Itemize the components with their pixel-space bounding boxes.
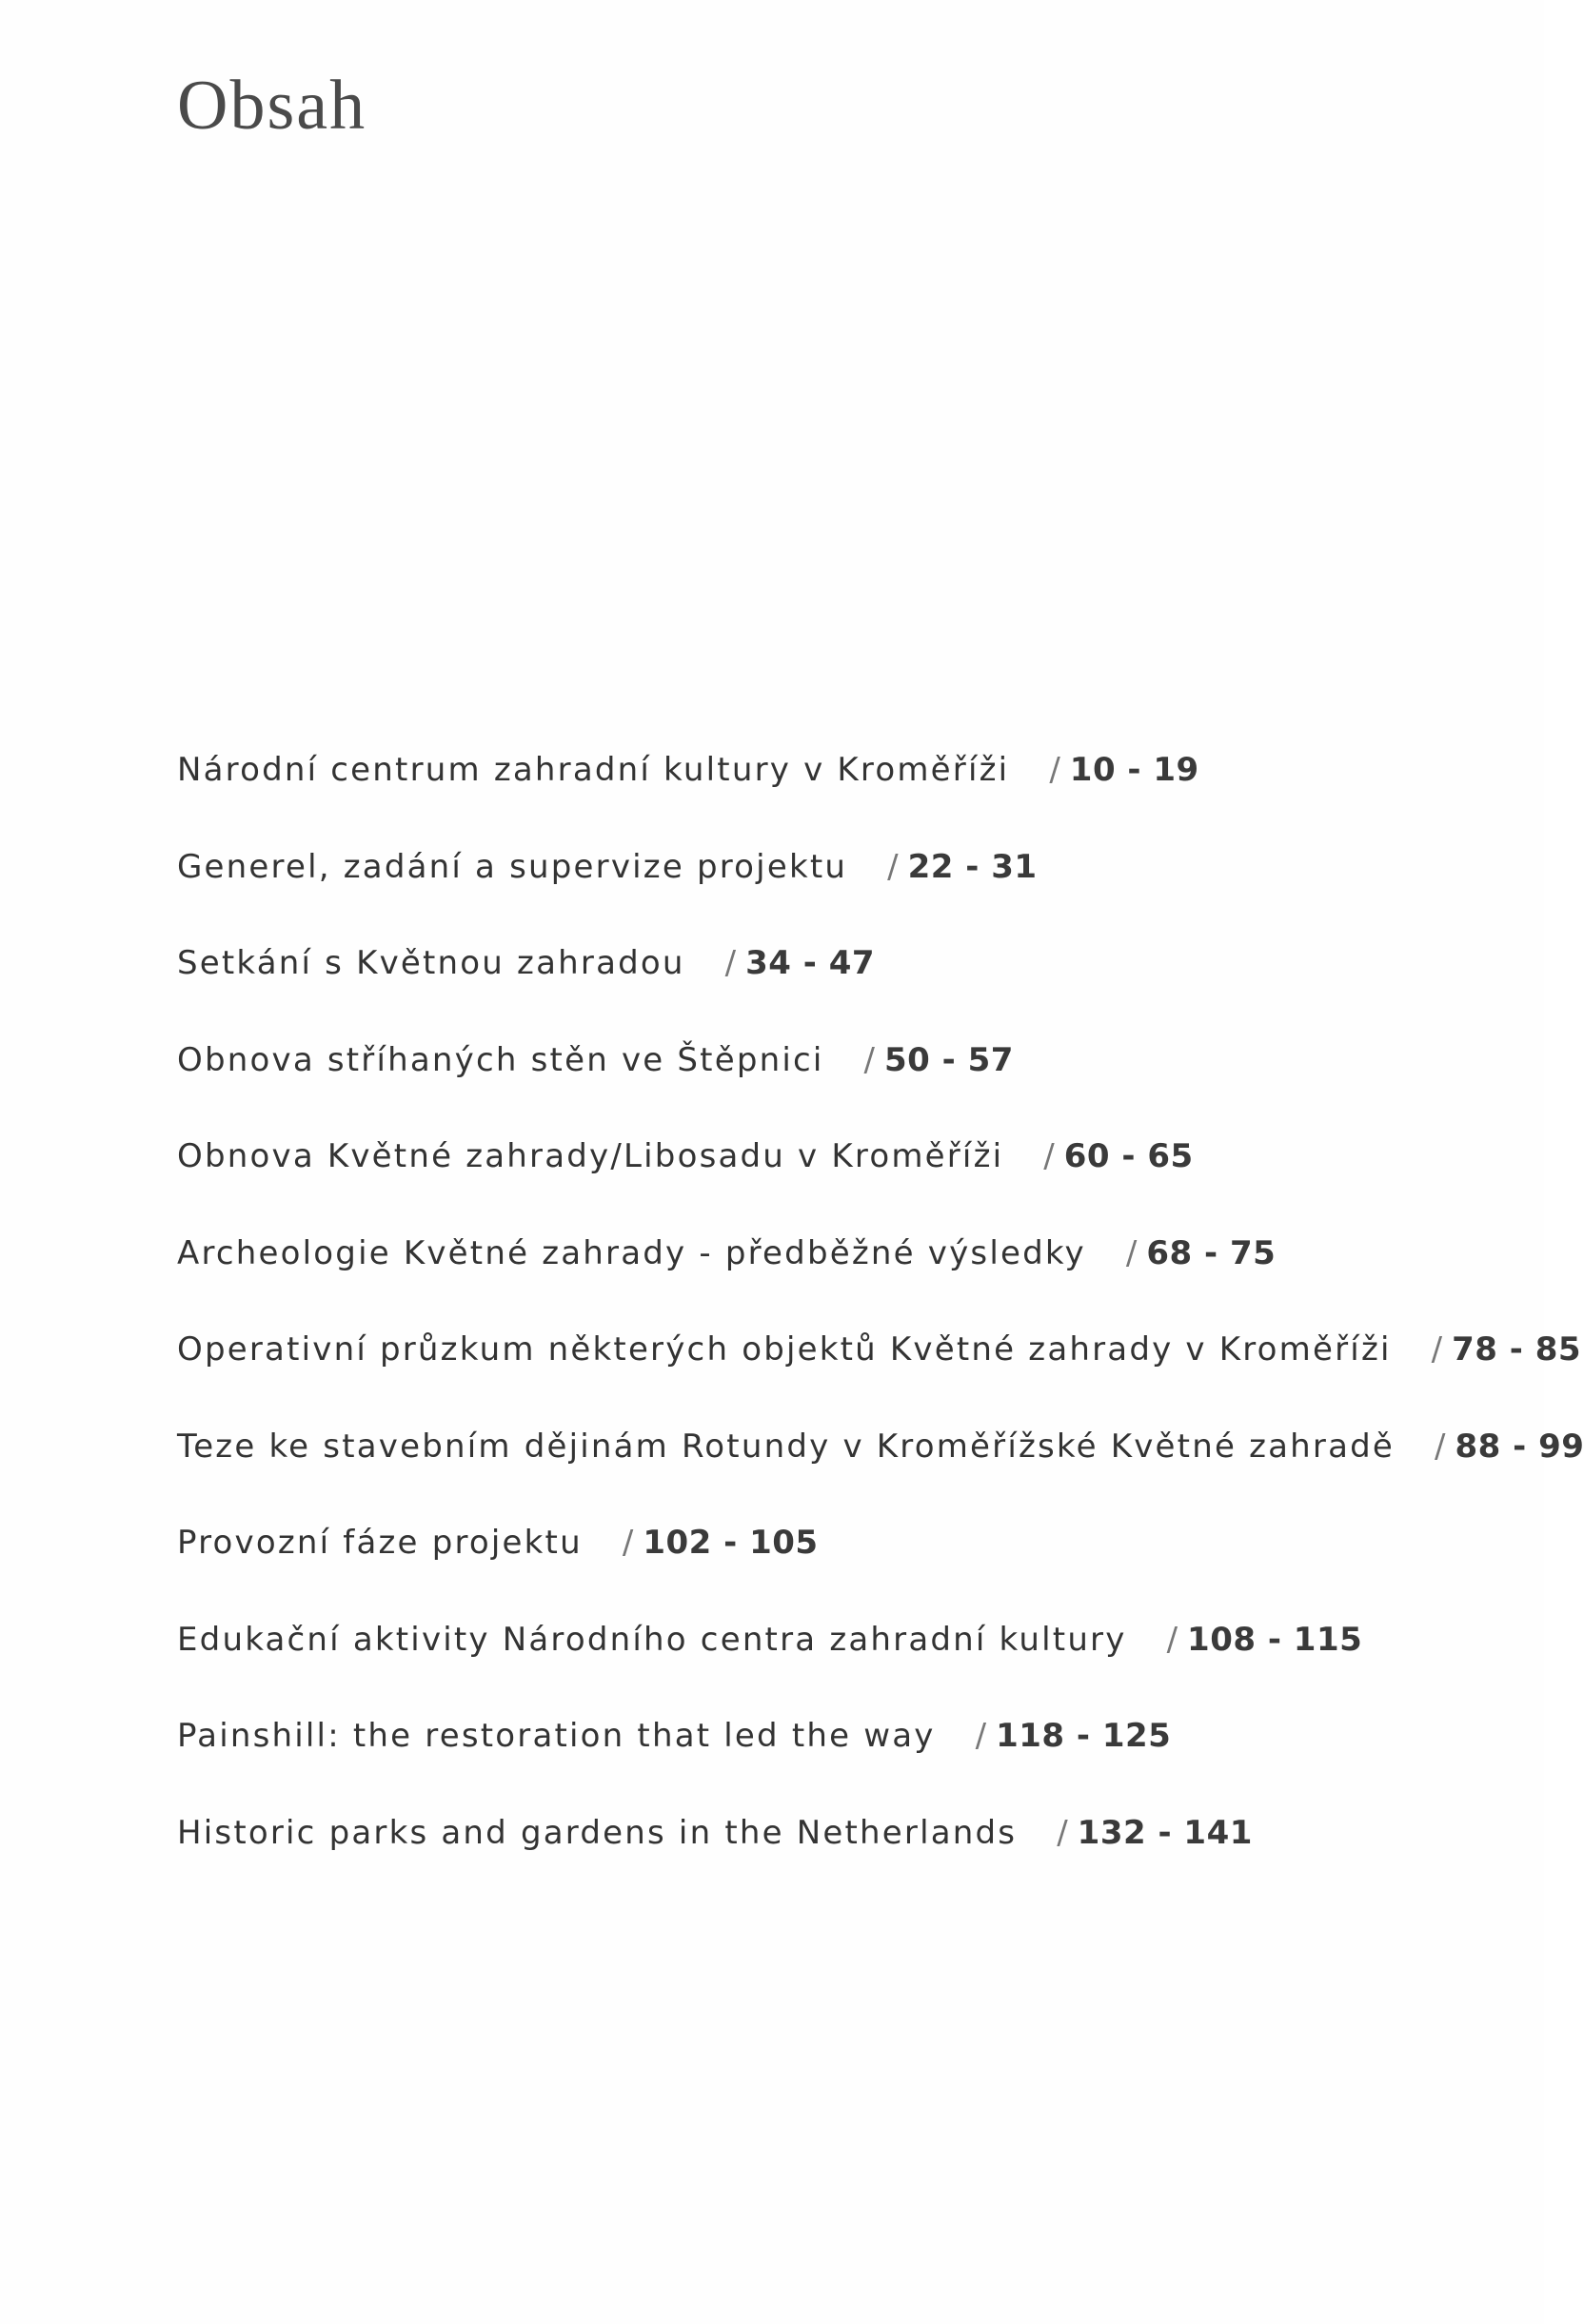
toc-entry [177,1132,1510,1230]
toc-entry [177,1230,1510,1327]
toc-entry-title: Painshill: the restoration that led the way [177,1717,936,1755]
toc-entry-separator: / [1057,1813,1068,1852]
toc-entry-pages: 50 - 57 [884,1040,1014,1079]
toc-entry-separator: / [622,1524,634,1562]
page-title: Obsah [177,67,367,145]
toc-entry-separator: / [1431,1330,1443,1369]
toc-entry [177,1809,1510,1906]
toc-entry-separator: / [1166,1620,1178,1659]
toc-entry-title: Operativní průzkum některých objektů Květné zahrady v Kroměříži [177,1330,1392,1369]
toc-entry-title: Obnova Květné zahrady/Libosadu v Kroměříži [177,1137,1004,1175]
toc-entry-title: Obnova stříhaných stěn ve Štěpnici [177,1040,824,1079]
toc-entry-separator: / [724,944,737,982]
toc-entry-separator: / [1043,1137,1055,1175]
toc-entry-title: Historic parks and gardens in the Netherlands [177,1813,1018,1852]
toc-entry-pages: 68 - 75 [1146,1233,1277,1272]
toc-entry-pages: 132 - 141 [1077,1813,1253,1852]
toc-entry [177,843,1510,940]
toc-entry-separator: / [975,1717,987,1755]
toc-entry-title: Generel, zadání a supervize projektu [177,847,848,886]
table-of-contents [177,746,1584,1905]
toc-entry [177,1036,1510,1133]
toc-entry-separator: / [1435,1427,1446,1466]
toc-entry-pages: 118 - 125 [996,1717,1172,1755]
toc-entry [177,1326,1582,1423]
toc-entry [177,1519,1510,1616]
toc-entry-pages: 22 - 31 [907,847,1038,886]
toc-entry [177,1423,1584,1520]
toc-entry-pages: 78 - 85 [1452,1330,1582,1369]
toc-entry-separator: / [1125,1233,1138,1272]
toc-entry-pages: 34 - 47 [745,944,876,982]
toc-entry [177,1616,1510,1713]
toc-entry-pages: 10 - 19 [1069,751,1199,789]
toc-entry-pages: 88 - 99 [1455,1427,1584,1466]
toc-entry-title: Provozní fáze projektu [177,1524,583,1562]
toc-entry-title: Setkání s Květnou zahradou [177,944,685,982]
toc-entry-separator: / [1049,751,1060,789]
toc-entry [177,746,1510,843]
toc-entry-title: Edukační aktivity Národního centra zahradní kultury [177,1620,1127,1659]
toc-entry-title: Teze ke stavebním dějinám Rotundy v Kroměřížské Květné zahradě [177,1427,1396,1466]
toc-entry-pages: 108 - 115 [1187,1620,1363,1659]
toc-entry-separator: / [887,847,899,886]
toc-entry [177,939,1510,1036]
toc-entry-pages: 60 - 65 [1063,1137,1194,1175]
toc-entry [177,1712,1510,1809]
toc-entry-title: Národní centrum zahradní kultury v Kroměříži [177,751,1010,789]
toc-entry-pages: 102 - 105 [643,1524,819,1562]
toc-entry-title: Archeologie Květné zahrady - předběžné výsledky [177,1233,1086,1272]
toc-entry-separator: / [863,1040,876,1079]
